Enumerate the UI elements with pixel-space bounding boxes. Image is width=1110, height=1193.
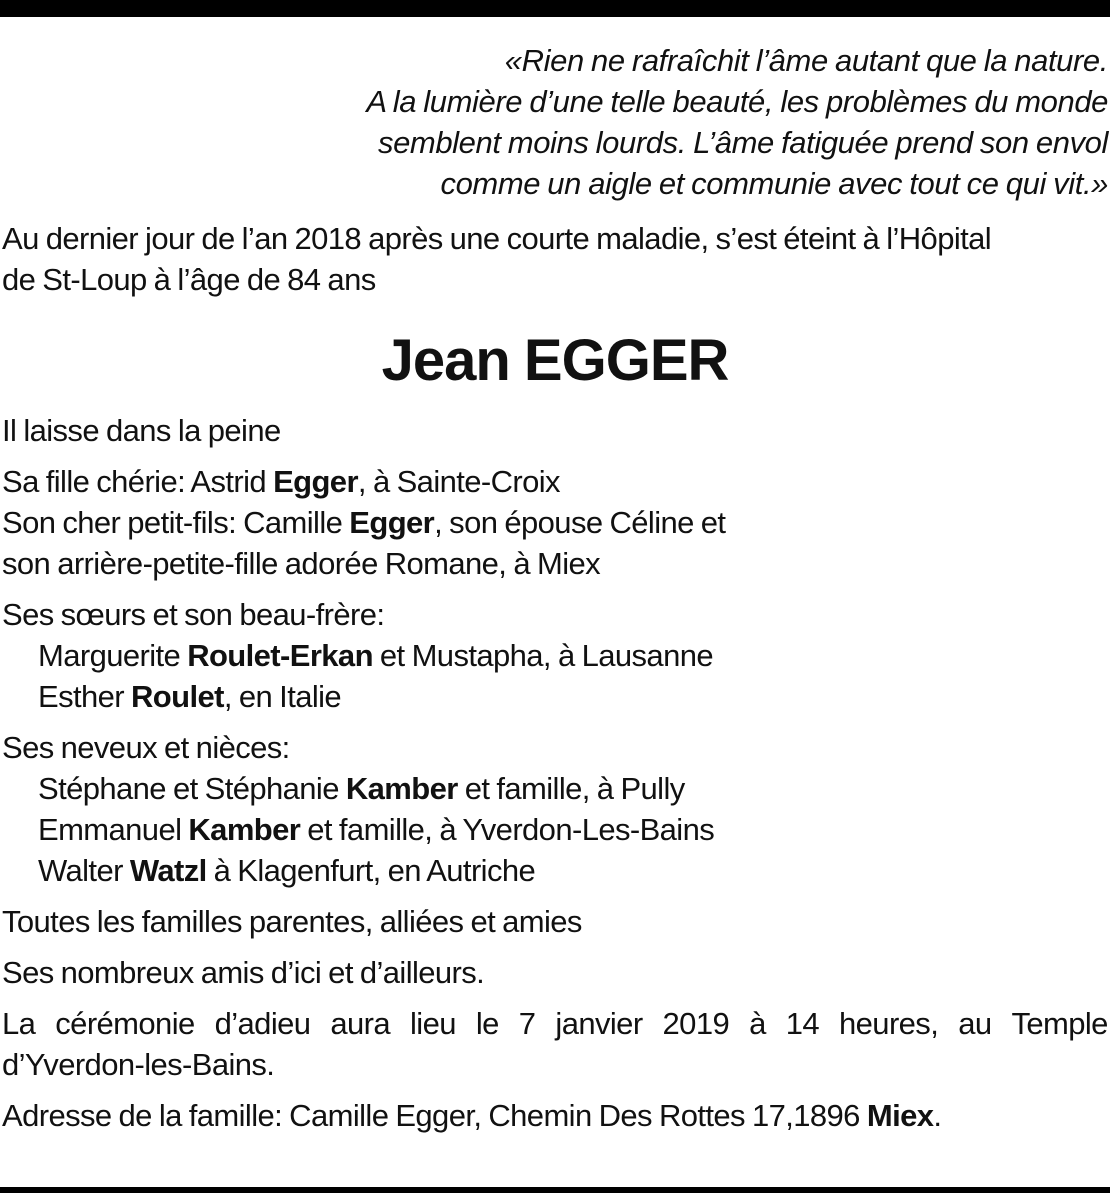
daughter-line [2, 461, 1108, 502]
nephews-section [2, 727, 1108, 891]
text: Stéphane et Stéphanie [38, 771, 346, 806]
text: Esther [38, 679, 132, 714]
surname: Roulet [131, 679, 224, 714]
intro-line: de St-Loup à l’âge de 84 ans [2, 262, 376, 297]
ceremony-word: 7 [518, 1006, 536, 1041]
friends-line: Ses nombreux amis d’ici et d’ailleurs. [2, 955, 485, 990]
ceremony-line: d’Yverdon-les-Bains. [2, 1047, 275, 1082]
ceremony-word: le [475, 1006, 499, 1041]
text: et Mustapha, à Lausanne [372, 638, 713, 673]
text: . [933, 1098, 942, 1133]
ceremony-word: cérémonie [55, 1006, 195, 1041]
text: , en Italie [223, 679, 342, 714]
surname: Kamber [345, 771, 458, 806]
intro-line: Au dernier jour de l’an 2018 après une courte maladie, s’est éteint à l’Hôpital [2, 221, 992, 256]
bottom-rule [0, 1187, 1110, 1193]
text: Adresse de la famille: Camille Egger, Chemin Des Rottes 17,1896 [2, 1098, 867, 1133]
ceremony-word: lieu [410, 1006, 456, 1041]
siblings-heading: Ses sœurs et son beau-frère: [2, 597, 385, 632]
obituary-notice [2, 40, 1108, 1146]
family-immediate [2, 461, 1108, 584]
ceremony-word: Temple [1011, 1006, 1108, 1041]
ceremony-word: heures, [839, 1006, 939, 1041]
text: Walter [38, 853, 130, 888]
surname: Egger [349, 505, 435, 540]
ceremony-word: 2019 [662, 1006, 730, 1041]
quote-line: semblent moins lourds. L’âme fatiguée prend son envol [377, 125, 1108, 160]
families-line: Toutes les familles parentes, alliées et amies [2, 904, 582, 939]
text: Son cher petit-fils: Camille [2, 505, 350, 540]
ceremony-line [2, 1003, 1108, 1044]
ceremony-info [2, 1003, 1108, 1085]
text: , à Sainte-Croix [357, 464, 560, 499]
death-announcement [2, 218, 1108, 300]
sibling-entry [2, 635, 1108, 676]
deceased-name: Jean EGGER [381, 328, 729, 393]
nephew-entry [2, 809, 1108, 850]
sibling-entry [2, 676, 1108, 717]
grandson-line [2, 502, 1108, 543]
text: à Klagenfurt, en Autriche [206, 853, 536, 888]
surname: Kamber [188, 812, 301, 847]
text: et famille, à Yverdon-Les-Bains [300, 812, 715, 847]
surname: Watzl [129, 853, 207, 888]
text: et famille, à Pully [457, 771, 685, 806]
siblings-section [2, 594, 1108, 717]
surname: Roulet-Erkan [187, 638, 373, 673]
quote-line: A la lumière d’une telle beauté, les problèmes du monde [366, 84, 1108, 119]
nephew-entry [2, 768, 1108, 809]
leaves-heading: Il laisse dans la peine [2, 413, 281, 448]
quote-line: «Rien ne rafraîchit l’âme autant que la nature. [504, 43, 1108, 78]
epigraph-quote [2, 40, 1108, 204]
text: Emmanuel [38, 812, 189, 847]
text: Sa fille chérie: Astrid [2, 464, 274, 499]
nephews-heading: Ses neveux et nièces: [2, 730, 290, 765]
ceremony-word: La [2, 1006, 36, 1041]
surname: Egger [273, 464, 358, 499]
ceremony-word: au [958, 1006, 992, 1041]
ceremony-word: 14 [785, 1006, 820, 1041]
text: Marguerite [38, 638, 188, 673]
ceremony-word: janvier [555, 1006, 643, 1041]
top-rule [0, 0, 1110, 17]
great-granddaughter-line: son arrière-petite-fille adorée Romane, à Miex [2, 546, 601, 581]
quote-line: comme un aigle et communie avec tout ce qui vit.» [440, 166, 1108, 201]
ceremony-word: à [749, 1006, 766, 1041]
ceremony-word: aura [330, 1006, 391, 1041]
ceremony-word: d’adieu [214, 1006, 311, 1041]
family-address [2, 1095, 1108, 1136]
address-locality: Miex [866, 1098, 934, 1133]
nephew-entry [2, 850, 1108, 891]
text: , son épouse Céline et [434, 505, 726, 540]
